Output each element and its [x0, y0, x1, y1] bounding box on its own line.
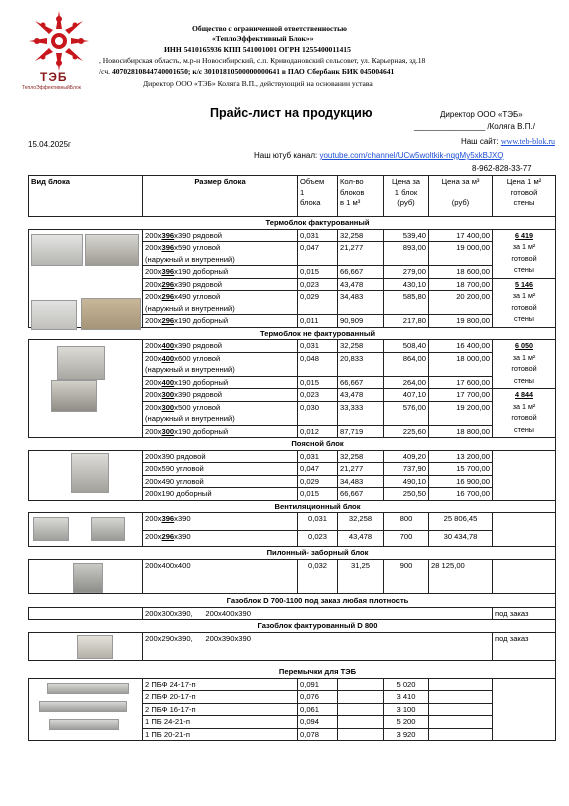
block-photo — [33, 517, 69, 541]
price-m3-cell: 16 900,00 — [429, 475, 493, 488]
price-table — [28, 175, 556, 741]
volume-cell: 0,091 — [298, 678, 338, 691]
size-cell: 200х400х400 — [143, 559, 298, 593]
block-photo — [31, 300, 77, 330]
logo-subtext: ТеплоЭффективныйБлок — [22, 85, 81, 91]
section-title: Вентиляционный блок — [143, 500, 493, 513]
volume-cell: 0,012 — [298, 425, 338, 438]
price-cell: 5 020 — [384, 678, 429, 691]
size-cell: 200х300х390, 200х400х390 — [143, 607, 493, 620]
block-photo-cell — [29, 450, 143, 500]
section-title: Перемычки для ТЭБ — [143, 660, 493, 678]
volume-cell: 0,076 — [298, 691, 338, 704]
company-address: , Новосибирская область, м.р-н Новосибирский, с.п. Криводановский сельсовет, ул. Карьерная, зд.18 — [99, 56, 426, 65]
volume-cell: 0,029 — [298, 291, 338, 315]
price-m3-cell: 17 400,00 — [429, 229, 493, 242]
price-cell: 279,00 — [384, 266, 429, 279]
qty-cell: 31,25 — [338, 559, 384, 593]
block-photo — [77, 635, 113, 659]
price-cell: 490,10 — [384, 475, 429, 488]
size-cell: 2 ПБФ 20-17-п — [143, 691, 298, 704]
volume-cell: 0,023 — [298, 531, 338, 547]
price-cell: 3 920 — [384, 728, 429, 741]
document-date: 15.04.2025г — [28, 140, 71, 149]
qty-cell: 87,719 — [338, 425, 384, 438]
block-photo-cell — [29, 678, 143, 741]
volume-cell: 0,047 — [298, 242, 338, 266]
price-m3-cell: 15 700,00 — [429, 463, 493, 476]
size-cell: 200х396х590 угловой (наружный и внутренний) — [143, 242, 298, 266]
company-name-line1: Общество с ограниченной ответственностью — [192, 24, 347, 33]
table-row — [29, 229, 556, 242]
volume-cell: 0,015 — [298, 488, 338, 501]
qty-cell: 34,483 — [338, 475, 384, 488]
table-row — [29, 450, 556, 463]
price-cell: 585,80 — [384, 291, 429, 315]
price-cell: 700 — [384, 531, 429, 547]
size-cell: 200х390 рядовой — [143, 450, 298, 463]
size-cell: 2 ПБФ 16-17-п — [143, 703, 298, 716]
price-m3-cell: 13 200,00 — [429, 450, 493, 463]
header-price: Цена за 1 блок (руб) — [384, 176, 429, 217]
price-m3-cell: 30 434,78 — [429, 531, 493, 547]
price-m3-cell: 18 700,00 — [429, 278, 493, 291]
section-title: Поясной блок — [143, 438, 493, 451]
price-m3-cell: 17 700,00 — [429, 389, 493, 402]
size-cell: 1 ПБ 20-21-п — [143, 728, 298, 741]
order-cell: под заказ — [493, 632, 556, 660]
price-cell: 893,00 — [384, 242, 429, 266]
price-cell: 250,50 — [384, 488, 429, 501]
header-size: Размер блока — [143, 176, 298, 217]
company-logo — [18, 6, 100, 92]
table-row — [29, 632, 556, 660]
approval-director: Директор ООО «ТЭБ» — [440, 110, 523, 119]
volume-cell: 0,031 — [298, 340, 338, 353]
volume-cell: 0,047 — [298, 463, 338, 476]
size-cell: 200х300х500 угловой (наружный и внутренний) — [143, 401, 298, 425]
price-m3-cell: 20 200,00 — [429, 291, 493, 315]
block-photo-cell — [29, 340, 143, 438]
price-m3-cell: 19 000,00 — [429, 242, 493, 266]
volume-cell: 0,023 — [298, 389, 338, 402]
qty-cell: 66,667 — [338, 376, 384, 389]
block-photo — [49, 719, 119, 730]
size-cell: 200х296х190 доборный — [143, 315, 298, 328]
price-m3-cell: 16 700,00 — [429, 488, 493, 501]
volume-cell: 0,061 — [298, 703, 338, 716]
block-photo — [71, 453, 109, 493]
site-link[interactable]: www.teb-blok.ru — [500, 137, 555, 146]
price-m3-cell: 17 600,00 — [429, 376, 493, 389]
size-cell: 200х590 угловой — [143, 463, 298, 476]
price-cell: 430,10 — [384, 278, 429, 291]
header-qty: Кол-во блоков в 1 м³ — [338, 176, 384, 217]
qty-cell: 34,483 — [338, 291, 384, 315]
qty-cell: 20,833 — [338, 352, 384, 376]
qty-cell: 32,258 — [338, 340, 384, 353]
volume-cell: 0,048 — [298, 352, 338, 376]
size-cell: 200х290х390, 200х390х390 — [143, 632, 493, 660]
table-header — [29, 176, 556, 217]
price-cell: 225,60 — [384, 425, 429, 438]
price-cell: 539,40 — [384, 229, 429, 242]
volume-cell: 0,029 — [298, 475, 338, 488]
volume-cell: 0,030 — [298, 401, 338, 425]
price-cell: 3 100 — [384, 703, 429, 716]
section-title: Газоблок фактурованный D 800 — [143, 620, 493, 633]
table-row — [29, 513, 556, 531]
volume-cell: 0,023 — [298, 278, 338, 291]
size-cell: 200х396х390 — [143, 513, 298, 531]
volume-cell: 0,011 — [298, 315, 338, 328]
section-title: Газоблок D 700-1100 под заказ любая плотность — [143, 593, 493, 607]
qty-cell: 90,909 — [338, 315, 384, 328]
phone: 8-962-828-33-77 — [472, 164, 532, 173]
qty-cell: 43,478 — [338, 531, 384, 547]
size-cell: 200х296х390 — [143, 531, 298, 547]
size-cell: 200х400х190 доборный — [143, 376, 298, 389]
block-photo — [57, 346, 105, 380]
qty-cell: 43,478 — [338, 389, 384, 402]
table-row — [29, 559, 556, 593]
volume-cell: 0,031 — [298, 229, 338, 242]
section-title: Термоблок фактурованный — [143, 217, 493, 230]
block-photo — [51, 380, 97, 412]
logo-text: ТЭБ — [40, 70, 68, 84]
size-cell: 200х400х600 угловой (наружный и внутренний) — [143, 352, 298, 376]
size-cell: 200х296х490 угловой (наружный и внутренний) — [143, 291, 298, 315]
block-photo — [81, 298, 141, 330]
wall-price-cell: 6 419 за 1 м² готовой стены — [493, 229, 556, 278]
volume-cell: 0,032 — [298, 559, 338, 593]
volume-cell: 0,078 — [298, 728, 338, 741]
price-m3-cell: 28 125,00 — [429, 559, 493, 593]
price-m3-cell: 18 800,00 — [429, 425, 493, 438]
qty-cell: 32,258 — [338, 450, 384, 463]
size-cell: 200х396х190 доборный — [143, 266, 298, 279]
qty-cell: 32,258 — [338, 513, 384, 531]
table-row — [29, 678, 556, 691]
price-cell: 864,00 — [384, 352, 429, 376]
block-photo — [39, 701, 127, 712]
youtube-link[interactable]: youtube.com/channel/UCw5woltkik-nqgMy5xkBJXQ — [319, 151, 504, 160]
company-account: /сч. 40702810844740001650; к/с 30101810500000000641 в ПАО Сбербанк БИК 045004641 — [99, 67, 395, 76]
size-cell: 200х400х390 рядовой — [143, 340, 298, 353]
size-cell: 1 ПБ 24-21-п — [143, 716, 298, 729]
qty-cell: 21,277 — [338, 463, 384, 476]
qty-cell: 66,667 — [338, 266, 384, 279]
size-cell: 200х300х390 рядовой — [143, 389, 298, 402]
block-photo — [85, 234, 139, 266]
volume-cell: 0,031 — [298, 513, 338, 531]
block-photo-cell — [29, 632, 143, 660]
price-cell: 3 410 — [384, 691, 429, 704]
price-m3-cell: 18 600,00 — [429, 266, 493, 279]
price-m3-cell: 25 806,45 — [429, 513, 493, 531]
qty-cell: 66,667 — [338, 488, 384, 501]
price-cell: 5 200 — [384, 716, 429, 729]
price-m3-cell: 16 400,00 — [429, 340, 493, 353]
qty-cell: 33,333 — [338, 401, 384, 425]
price-cell: 409,20 — [384, 450, 429, 463]
order-cell: под заказ — [493, 607, 556, 620]
block-photo — [91, 517, 125, 541]
price-cell: 508,40 — [384, 340, 429, 353]
table-row — [29, 607, 556, 620]
qty-cell: 43,478 — [338, 278, 384, 291]
header-price-m3: Цена за м³ (руб) — [429, 176, 493, 217]
header-volume: Объем 1 блока — [298, 176, 338, 217]
price-cell: 217,80 — [384, 315, 429, 328]
price-cell: 576,00 — [384, 401, 429, 425]
block-photo-cell — [29, 229, 143, 327]
size-cell: 2 ПБФ 24-17-п — [143, 678, 298, 691]
block-photo — [47, 683, 129, 694]
price-cell: 264,00 — [384, 376, 429, 389]
qty-cell: 32,258 — [338, 229, 384, 242]
company-name-line2: «ТеплоЭффективный Блок»» — [212, 34, 314, 43]
wall-price-cell: 5 146 за 1 м² готовой стены — [493, 278, 556, 327]
price-cell: 737,90 — [384, 463, 429, 476]
header-wall-price: Цена 1 м² готовой стены — [493, 176, 556, 217]
approval-signature: ________________ /Колягa В.П./ — [414, 122, 535, 131]
price-m3-cell: 19 800,00 — [429, 315, 493, 328]
block-photo — [31, 234, 83, 266]
price-cell: 900 — [384, 559, 429, 593]
section-title: Пилонный- заборный блок — [143, 547, 493, 560]
size-cell: 200х490 угловой — [143, 475, 298, 488]
youtube-line: Наш ютуб канал: youtube.com/channel/UCw5woltkik-nqgMy5xkBJXQ — [254, 151, 504, 160]
block-photo-cell — [29, 513, 143, 547]
volume-cell: 0,015 — [298, 266, 338, 279]
company-ids: ИНН 5410165936 КПП 541001001 ОГРН 1255400011415 — [164, 45, 351, 54]
site-line: Наш сайт: www.teb-blok.ru — [460, 137, 555, 146]
table-row — [29, 340, 556, 353]
block-photo — [73, 563, 103, 593]
section-title: Термоблок не фактурованный — [143, 327, 493, 340]
sun-logo-icon — [18, 6, 100, 76]
volume-cell: 0,015 — [298, 376, 338, 389]
price-cell: 407,10 — [384, 389, 429, 402]
block-photo-cell — [29, 559, 143, 593]
document-title: Прайс-лист на продукцию — [210, 106, 373, 120]
volume-cell: 0,031 — [298, 450, 338, 463]
volume-cell: 0,094 — [298, 716, 338, 729]
size-cell: 200х296х390 рядовой — [143, 278, 298, 291]
size-cell: 200х300х190 доборный — [143, 425, 298, 438]
price-m3-cell: 18 000,00 — [429, 352, 493, 376]
size-cell: 200х396х390 рядовой — [143, 229, 298, 242]
qty-cell: 21,277 — [338, 242, 384, 266]
price-cell: 800 — [384, 513, 429, 531]
wall-price-cell: 4 844 за 1 м² готовой стены — [493, 389, 556, 438]
size-cell: 200х190 доборный — [143, 488, 298, 501]
wall-price-cell: 6 050 за 1 м² готовой стены — [493, 340, 556, 389]
price-m3-cell: 19 200,00 — [429, 401, 493, 425]
header-view: Вид блока — [29, 176, 143, 217]
director-line: Директор ООО «ТЭБ» Коляга В.П., действующий на основании устава — [143, 79, 373, 88]
